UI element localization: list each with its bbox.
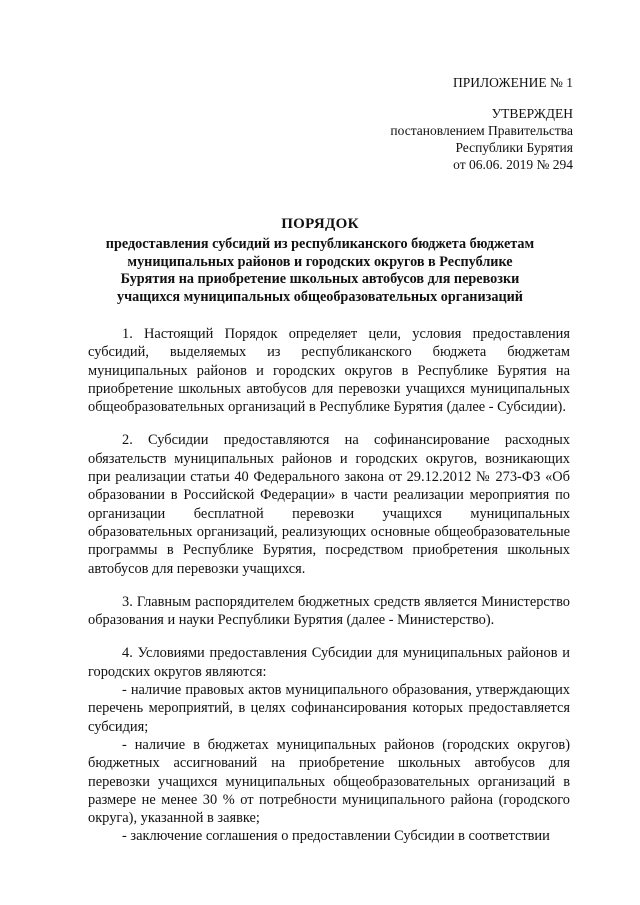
approval-line-approved: УТВЕРЖДЕН [491, 106, 573, 121]
condition-agreement: - заключение соглашения о предоставлении Субсидии в соответствии [122, 828, 550, 845]
paragraph-2-cofinancing: 2. Субсидии предоставляются на софинансирование расходных обязательств муниципальных районов и городских округов, возникающих при реализации статьи 40 Федерального закона от 29.12.2012 № 273-ФЗ «Об образовании в Российской Федерации» в части реализации мероприятия по организации бесплатной перевозки учащихся муниципальных образовательных организаций, реализующих основные общеобразовательные программы в Республике Бурятия, посредством приобретения школьных автобусов для перевозки учащихся. [88, 432, 570, 577]
document-title: ПОРЯДОК [281, 216, 359, 232]
approval-line-resolution: постановлением Правительства [390, 123, 573, 138]
approval-line-republic: Республики Бурятия [455, 140, 573, 155]
approval-line-date-number: от 06.06. 2019 № 294 [453, 157, 573, 172]
appendix-label: ПРИЛОЖЕНИЕ № 1 [452, 75, 573, 90]
approval-block [390, 105, 573, 173]
subtitle-line: муниципальных районов и городских округов в Республике [127, 253, 513, 270]
subtitle-line: Бурятия на приобретение школьных автобусов для перевозки [120, 271, 520, 287]
subtitle-line: предоставления субсидий из республиканского бюджета бюджетам [105, 236, 535, 252]
document-body [88, 325, 570, 846]
paragraph-3-budget-manager: 3. Главным распорядителем бюджетных средств является Министерство образования и науки Республики Бурятия (далее - Министерство). [88, 593, 570, 629]
subtitle-line: учащихся муниципальных общеобразовательных организаций [117, 288, 523, 305]
paragraph-1-purpose: 1. Настоящий Порядок определяет цели, условия предоставления субсидий, выделяемых из республиканского бюджета бюджетам муниципальных районов и городских округов в Республике Бурятия на приобретение школьных автобусов для перевозки учащихся муниципальных общеобразовательных организаций в Республике Бурятия (далее - Субсидии). [88, 326, 570, 416]
paragraph-4-conditions: 4. Условиями предоставления Субсидии для муниципальных районов и городских округов являются: [88, 645, 570, 680]
document-subtitle [60, 236, 580, 306]
condition-legal-acts: - наличие правовых актов муниципального образования, утверждающих перечень мероприятий, в целях софинансирования которых предоставляется субсидия; [88, 682, 570, 735]
condition-budget-allocations: - наличие в бюджетах муниципальных районов (городских округов) бюджетных ассигнований на приобретение школьных автобусов для перевозки учащихся муниципальных общеобразовательных организаций в размере не менее 30 % от потребности муниципального района (городского округа), указанной в заявке; [88, 736, 570, 827]
